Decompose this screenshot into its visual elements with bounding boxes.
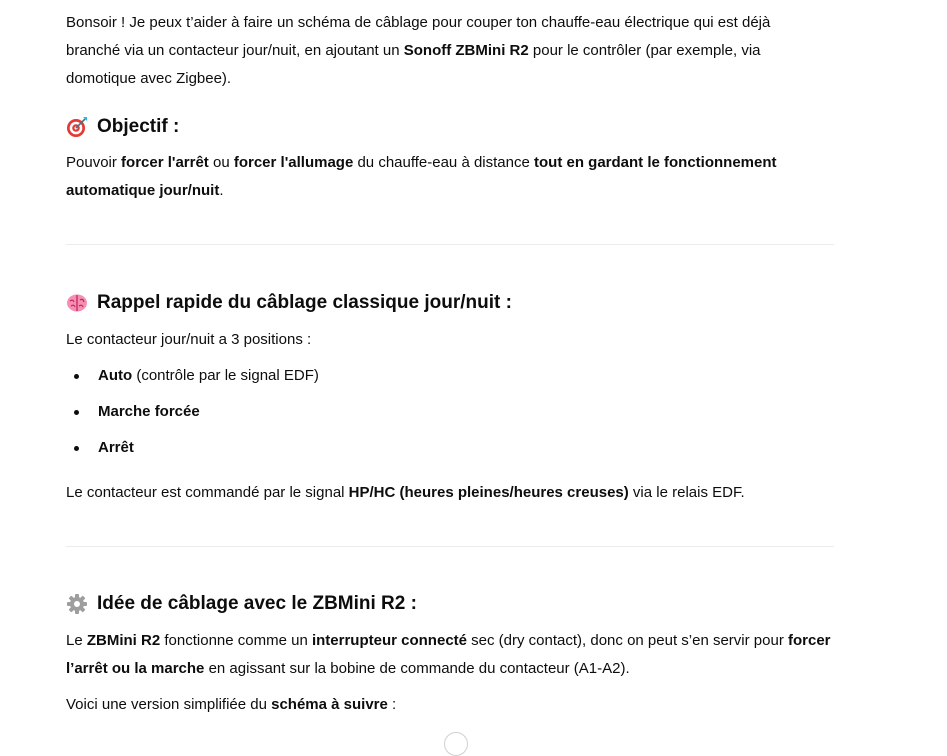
bullet: [74, 410, 79, 415]
idee-heading: Idée de câblage avec le ZBMini R2 :: [66, 589, 417, 619]
intro-paragraph: Bonsoir ! Je peux t’aider à faire un schéma de câblage pour couper ton chauffe-eau électrique qui est déjà branché via un contacteur jour/nuit, en ajoutant un Sonoff ZBMini R2 pour le contrôler (par exemple, via domotique avec Zigbee).: [66, 14, 771, 87]
target-icon: [66, 116, 88, 138]
positions-list: [66, 362, 766, 470]
schema-intro: Voici une version simplifiée du schéma à suivre :: [66, 696, 397, 713]
divider: [66, 244, 834, 245]
rappel-intro: Le contacteur jour/nuit a 3 positions :: [66, 331, 312, 348]
list-item: Auto (contrôle par le signal EDF): [66, 362, 766, 398]
objectif-paragraph: Pouvoir forcer l'arrêt ou forcer l'allumage du chauffe-eau à distance tout en gardant le fonctionnement automatique jour/nuit.: [66, 154, 777, 199]
list-item: Marche forcée: [66, 398, 766, 434]
idee-paragraph: Le ZBMini R2 fonctionne comme un interrupteur connecté sec (dry contact), donc on peut s’en servir pour forcer l’arrêt ou la marche en agissant sur la bobine de commande du contacteur (A1-A2).: [66, 632, 831, 677]
rappel-paragraph: Le contacteur est commandé par le signal HP/HC (heures pleines/heures creuses) via le relais EDF.: [66, 484, 745, 501]
list-item: Arrêt: [66, 434, 766, 470]
bullet: [74, 446, 79, 451]
gear-icon: [66, 593, 88, 615]
objectif-heading: Objectif :: [66, 112, 179, 142]
bullet: [74, 374, 79, 379]
rappel-heading: Rappel rapide du câblage classique jour/nuit :: [66, 288, 512, 318]
divider: [66, 546, 834, 547]
brain-icon: [66, 292, 88, 314]
